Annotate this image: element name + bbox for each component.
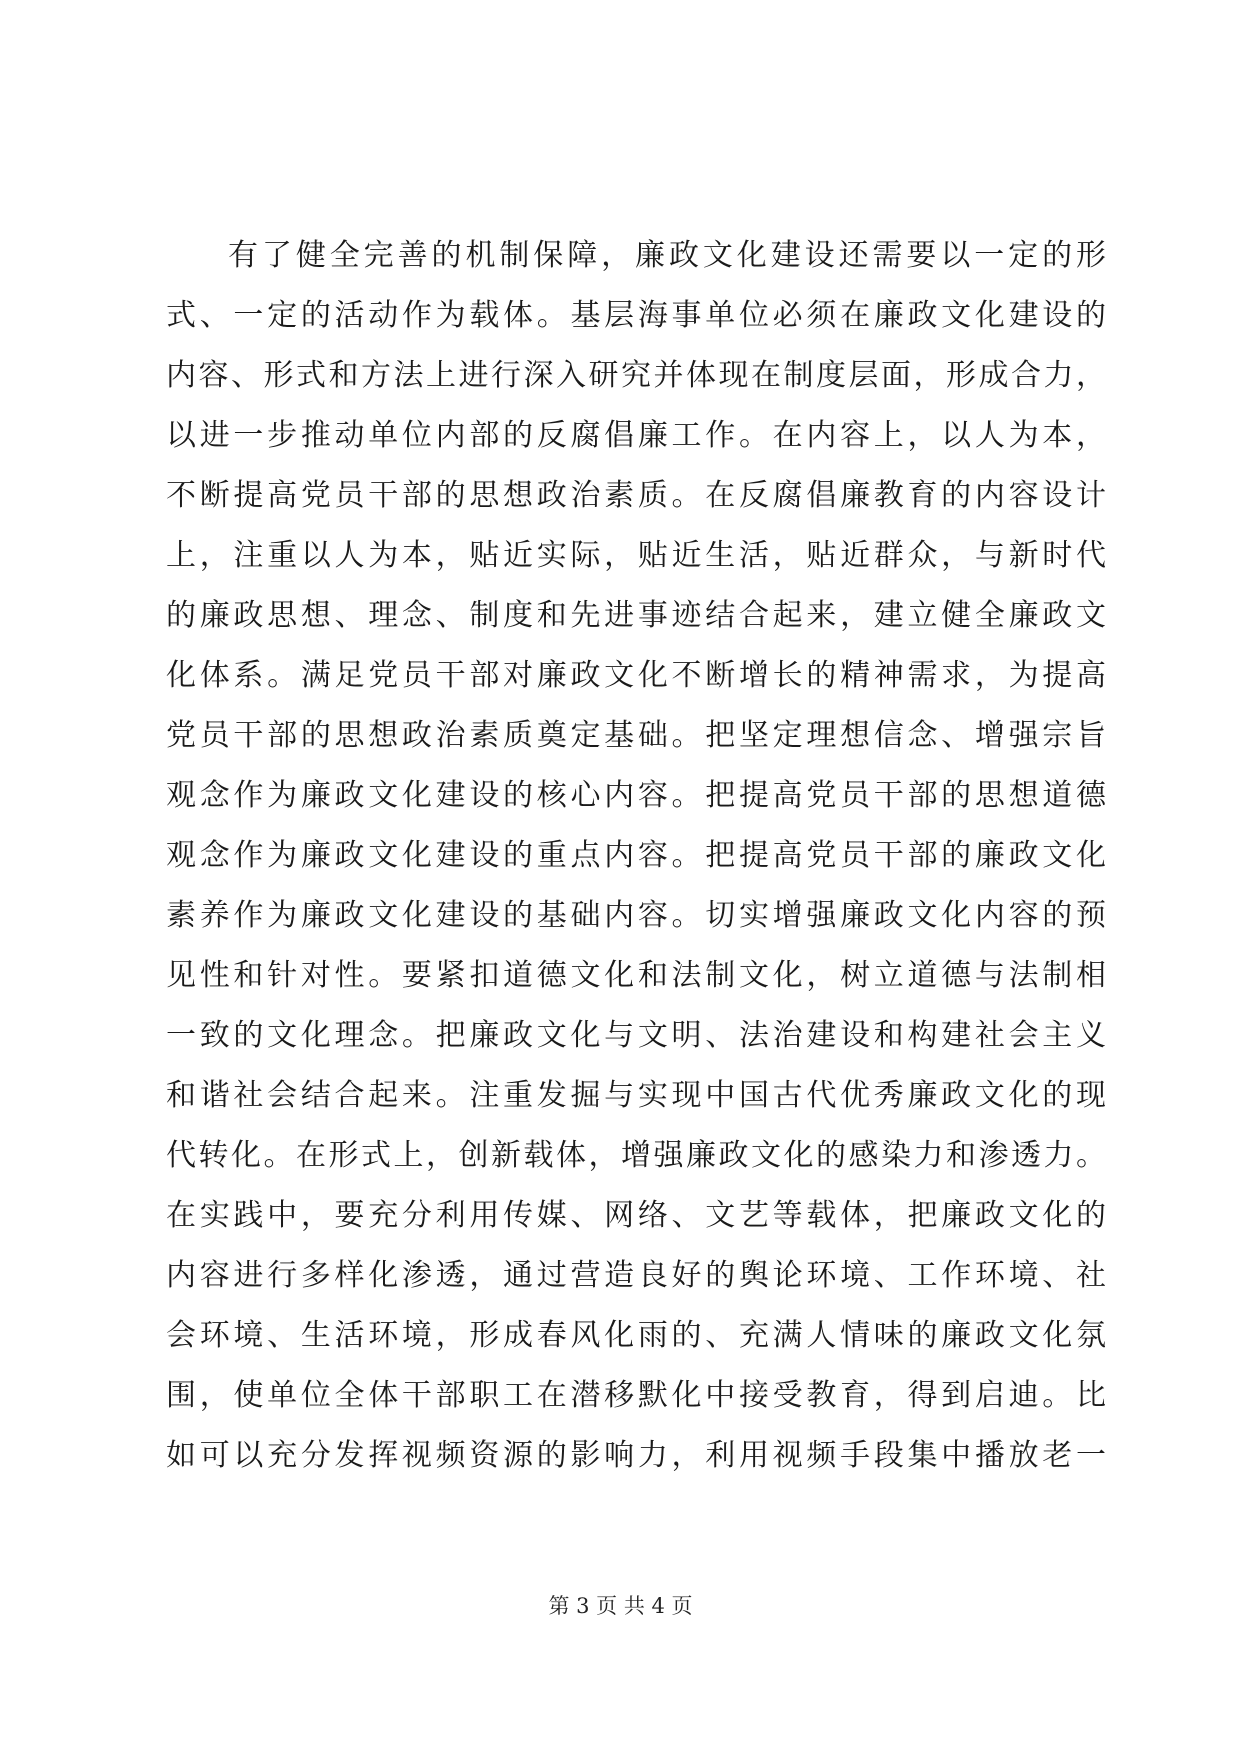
page-footer xyxy=(0,1590,1241,1620)
text-line: 一致的文化理念。把廉政文化与文明、法治建设和构建社会主义 xyxy=(166,1018,1106,1053)
text-line: 见性和针对性。要紧扣道德文化和法制文化，树立道德与法制相 xyxy=(166,958,1106,993)
text-line: 代转化。在形式上，创新载体，增强廉政文化的感染力和渗透力。 xyxy=(166,1138,1106,1173)
text-line: 素养作为廉政文化建设的基础内容。切实增强廉政文化内容的预 xyxy=(166,898,1106,933)
body-paragraph xyxy=(166,226,1106,1486)
text-line: 的廉政思想、理念、制度和先进事迹结合起来，建立健全廉政文 xyxy=(166,598,1106,633)
text-line: 化体系。满足党员干部对廉政文化不断增长的精神需求，为提高 xyxy=(166,658,1106,693)
text-line: 以进一步推动单位内部的反腐倡廉工作。在内容上，以人为本， xyxy=(166,418,1106,453)
text-line: 在实践中，要充分利用传媒、网络、文艺等载体，把廉政文化的 xyxy=(166,1198,1106,1233)
text-line: 不断提高党员干部的思想政治素质。在反腐倡廉教育的内容设计 xyxy=(166,478,1106,513)
text-line: 观念作为廉政文化建设的核心内容。把提高党员干部的思想道德 xyxy=(166,778,1106,813)
text-line: 党员干部的思想政治素质奠定基础。把坚定理想信念、增强宗旨 xyxy=(166,718,1106,753)
text-line: 会环境、生活环境，形成春风化雨的、充满人情味的廉政文化氛 xyxy=(166,1318,1106,1353)
text-line: 和谐社会结合起来。注重发掘与实现中国古代优秀廉政文化的现 xyxy=(166,1078,1106,1113)
text-line: 有了健全完善的机制保障，廉政文化建设还需要以一定的形 xyxy=(228,238,1106,273)
text-line: 内容、形式和方法上进行深入研究并体现在制度层面，形成合力， xyxy=(166,358,1106,393)
text-line: 内容进行多样化渗透，通过营造良好的舆论环境、工作环境、社 xyxy=(166,1258,1106,1293)
text-line: 围，使单位全体干部职工在潜移默化中接受教育，得到启迪。比 xyxy=(166,1378,1106,1413)
text-line: 如可以充分发挥视频资源的影响力，利用视频手段集中播放老一 xyxy=(166,1438,1106,1473)
text-line: 式、一定的活动作为载体。基层海事单位必须在廉政文化建设的 xyxy=(166,298,1106,333)
page-number-label: 第 3 页 共 4 页 xyxy=(548,1594,693,1618)
text-line: 观念作为廉政文化建设的重点内容。把提高党员干部的廉政文化 xyxy=(166,838,1106,873)
text-line: 上，注重以人为本，贴近实际，贴近生活，贴近群众，与新时代 xyxy=(166,538,1106,573)
